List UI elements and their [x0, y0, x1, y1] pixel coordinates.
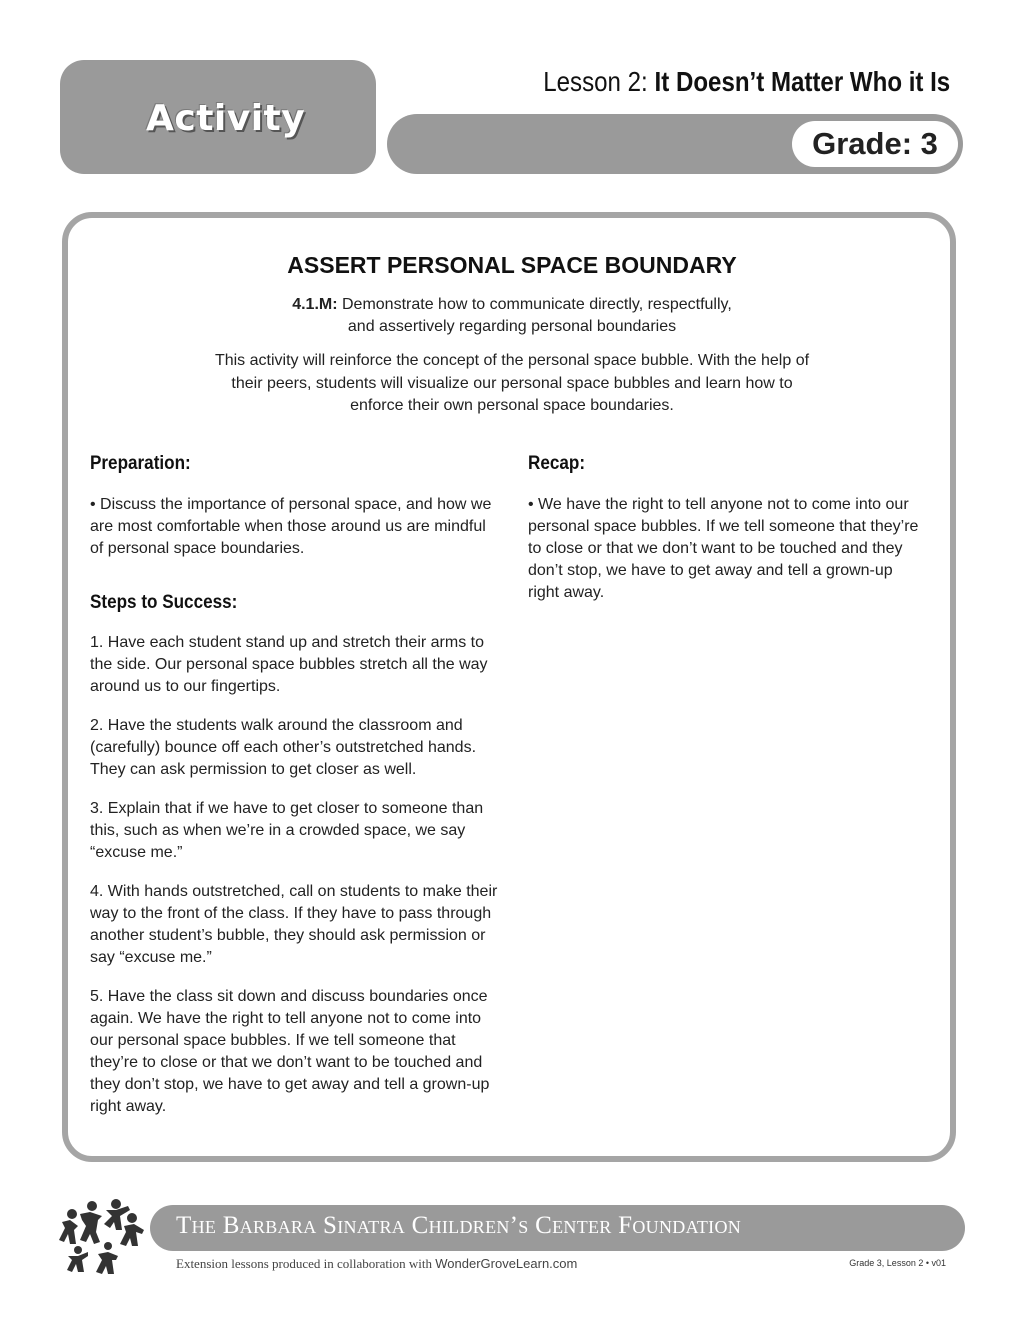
activity-intro: This activity will reinforce the concept of the personal space bubble. With the help of their peers, students will visualize our personal space bubbles and learn how to enforce their own personal space boundaries.: [214, 352, 810, 414]
recap-text: • We have the right to tell anyone not to come into our personal space bubbles. If we tell someone that they’re to close or that we don’t want to be touched and they don’t stop, we have to get away and tell a grown-up right away.: [528, 496, 919, 601]
credit-line: [176, 1256, 577, 1272]
lesson-number: Lesson 2:: [543, 66, 648, 97]
foundation-name: The Barbara Sinatra Children’s Center Foundation: [176, 1212, 742, 1239]
steps-heading: Steps to Success:: [90, 592, 238, 613]
lesson-title: It Doesn’t Matter Who it Is: [654, 66, 950, 97]
children-figures-logo-icon: [58, 1196, 150, 1278]
version-label: Grade 3, Lesson 2 • v01: [849, 1258, 946, 1268]
preparation-text: • Discuss the importance of personal space, and how we are most comfortable when those around us are mindful of personal space boundaries.: [90, 496, 492, 557]
standard-code: 4.1.M:: [292, 296, 338, 313]
step-item: 3. Explain that if we have to get closer to someone than this, such as when we’re in a crowded space, we say “excuse me.”: [90, 800, 484, 861]
standard-description: [212, 294, 812, 338]
step-item: 2. Have the students walk around the classroom and (carefully) bounce off each other’s outstretched hands. They can ask permission to get closer as well.: [90, 717, 477, 778]
steps-list: [90, 632, 500, 1135]
step-item: 1. Have each student stand up and stretch their arms to the side. Our personal space bubbles stretch all the way around us to our fingertips.: [90, 634, 488, 695]
standard-line-2: and assertively regarding personal boundaries: [347, 318, 677, 335]
preparation-heading: Preparation:: [90, 453, 191, 474]
lesson-heading: [543, 66, 950, 98]
credit-prefix: Extension lessons produced in collaboration with: [176, 1256, 432, 1271]
activity-label: Activity: [146, 98, 306, 139]
recap-heading: Recap:: [528, 453, 586, 474]
step-item: 4. With hands outstretched, call on students to make their way to the front of the class. If they have to pass through another student’s bubble, they should ask permission or say “excuse me.”: [90, 883, 498, 966]
grade-label: Grade: 3: [812, 126, 938, 161]
standard-line-1: Demonstrate how to communicate directly, respectfully,: [342, 296, 732, 313]
step-item: 5. Have the class sit down and discuss boundaries once again. We have the right to tell anyone not to come into our personal space bubbles. If we tell someone that they’re to close or that we don’t want to be touched and they don’t stop, we have to get away and tell a grown-up right away.: [90, 988, 490, 1115]
activity-title: ASSERT PERSONAL SPACE BOUNDARY: [287, 252, 737, 278]
credit-site-link[interactable]: WonderGroveLearn.com: [435, 1256, 578, 1271]
